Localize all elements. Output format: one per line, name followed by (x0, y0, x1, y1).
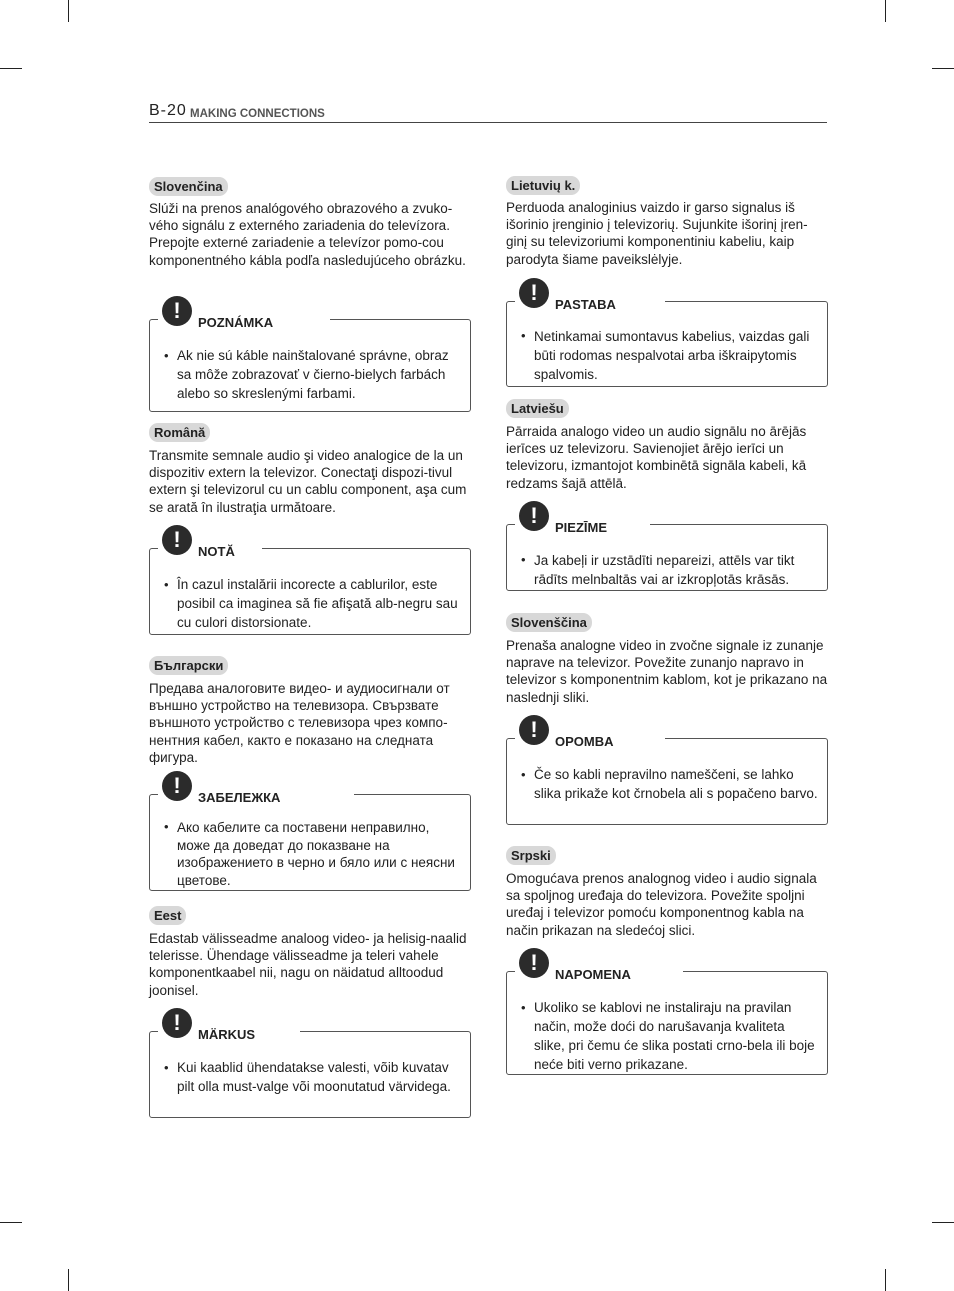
language-label: Română (149, 423, 210, 442)
bullet: • (521, 1000, 526, 1015)
note-title: PIEZĪME (555, 520, 611, 535)
crop-mark (0, 1222, 22, 1223)
note-title: NAPOMENA (555, 967, 635, 982)
language-label: Eest (149, 906, 186, 925)
note-box (149, 527, 471, 635)
page-number: B-20 (149, 102, 187, 119)
bullet: • (164, 348, 169, 363)
note-title: MÄRKUS (198, 1027, 259, 1042)
note-title: NOTĂ (198, 544, 239, 559)
language-paragraph: Pārraida analogo video un audio signālu no ārējās ierīces uz televizoru. Savienojiet ārējo ierīci un televizoru, izmantojot kombinētā signāla kabeli, kā redzams šajā attēlā. (506, 424, 807, 491)
note-text: Kui kaablid ühendatakse valesti, võib kuvatav pilt olla must-valge või moonutatud värvidega. (177, 1060, 451, 1094)
note-title: ЗАБЕЛЕЖКА (198, 790, 284, 805)
right-column (506, 0, 828, 1291)
language-label: Български (149, 656, 228, 675)
exclamation-icon: ! (519, 278, 549, 308)
note-text: În cazul instalării incorecte a cablurilor, este posibil ca imaginea să fie afişată alb-negru sau cu culori distorsionate. (177, 577, 458, 630)
exclamation-icon: ! (519, 948, 549, 978)
bullet: • (164, 819, 169, 834)
note-box (149, 1010, 471, 1118)
left-column (149, 0, 471, 1291)
note-title: POZNÁMKA (198, 315, 277, 330)
language-paragraph: Omogućava prenos analognog video i audio signala sa spoljnog uređaja do televizora. Povežite spoljni uređaj i televizor pomoću komponentnog kabla na način prikazan na sledećoj slici. (506, 871, 817, 938)
note-text: Ja kabeļi ir uzstādīti nepareizi, attēls var tikt rādīts melnbaltās vai ar izkropļotās krāsās. (534, 553, 795, 587)
crop-mark (68, 0, 69, 22)
crop-mark (885, 0, 886, 22)
note-box (506, 717, 828, 825)
language-label: Lietuvių k. (506, 176, 580, 195)
crop-mark (932, 68, 954, 69)
exclamation-icon: ! (162, 1008, 192, 1038)
language-paragraph: Transmite semnale audio şi video analogice de la un dispozitiv extern la televizor. Conectaţi dispozi-tivul extern şi televizorul cu un cablu component, aşa cum se arată în ilustraţia următoare. (149, 448, 467, 515)
note-box (149, 298, 471, 412)
language-label: Srpski (506, 846, 556, 865)
note-title: OPOMBA (555, 734, 618, 749)
bullet: • (521, 328, 526, 343)
section-title: MAKING CONNECTIONS (190, 108, 325, 120)
language-paragraph: Slúži na prenos analógového obrazového a zvuko-vého signálu z externého zariadenia do televízora. Prepojte externé zariadenie a televízor pomo-cou komponentného kábla podľa nasledujúceho obrázku. (149, 201, 466, 268)
crop-mark (885, 1269, 886, 1291)
crop-mark (68, 1269, 69, 1291)
note-text: Ukoliko se kablovi ne instaliraju na pravilan način, može doći do narušavanja kvaliteta slike, pri čemu će slika postati crno-bela ili boje neće biti verno prikazane. (534, 1000, 815, 1072)
exclamation-icon: ! (162, 525, 192, 555)
language-paragraph: Prenaša analogne video in zvočne signale iz zunanje naprave na televizor. Povežite zunanjo napravo in televizor s komponentnim kablom, kot je prikazano na naslednji sliki. (506, 638, 828, 705)
bullet: • (164, 577, 169, 592)
language-paragraph: Edastab välisseadme analoog video- ja helisig-naalid telerisse. Ühendage välisseadme ja teleri vahele komponentkaabel nii, nagu on näidatud alltoodud joonisel. (149, 931, 467, 998)
bullet: • (521, 767, 526, 782)
bullet: • (164, 1060, 169, 1075)
note-text: Če so kabli nepravilno nameščeni, se lahko slika prikaže kot črnobela ali s popačeno barvo. (534, 767, 818, 801)
exclamation-icon: ! (162, 296, 192, 326)
crop-mark (932, 1222, 954, 1223)
note-box (506, 503, 828, 591)
exclamation-icon: ! (162, 771, 192, 801)
note-title: PASTABA (555, 297, 620, 312)
exclamation-icon: ! (519, 715, 549, 745)
language-paragraph: Предава аналоговите видео- и аудиосигнали от външно устройство на телевизора. Свързвате външното устройство с телевизора чрез компо-нентния кабел, както е показано на следната фигура. (149, 681, 450, 765)
exclamation-icon: ! (519, 501, 549, 531)
note-box (506, 950, 828, 1075)
note-text: Ak nie sú káble nainštalované správne, obraz sa môže zobrazovať v čierno-bielych farbách alebo so skreslenými farbami. (177, 348, 449, 401)
note-text: Netinkamai sumontavus kabelius, vaizdas gali būti rodomas nespalvotai arba iškraipytomis spalvomis. (534, 329, 810, 382)
language-paragraph: Perduoda analoginius vaizdo ir garso signalus iš išorinio įrenginio į televizorių. Sujunkite išorinį įren-ginį su televizoriumi komponentiniu kabeliu, kaip parodyta šiame paveikslėlyje. (506, 200, 808, 267)
language-label: Latviešu (506, 399, 569, 418)
language-label: Slovenščina (506, 613, 592, 632)
note-text: Ако кабелите са поставени неправилно, може да доведат до показване на изображението в черно и бяло или с неясни цветове. (177, 820, 455, 888)
note-box (149, 773, 471, 891)
note-box (506, 280, 828, 387)
bullet: • (521, 552, 526, 567)
crop-mark (0, 68, 22, 69)
language-label: Slovenčina (149, 177, 228, 196)
